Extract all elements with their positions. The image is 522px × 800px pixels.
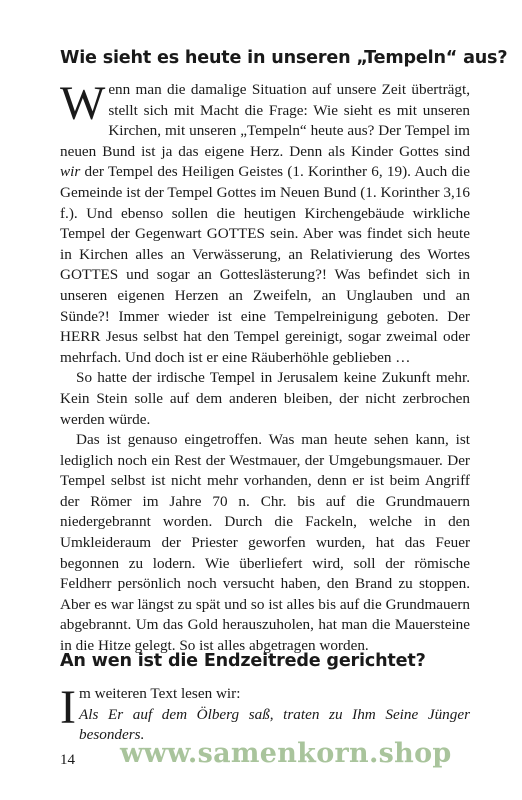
- paragraph-3: Das ist genauso eingetroffen. Was man heute sehen kann, ist lediglich noch ein Rest der Westmauer, der Umgebungsmauer. Der Tempel selbst ist nicht mehr vorhanden, denn er ist beim Angriff der Römer im Jahre 70 n. Chr. bis auf die Grundmauern niedergebrannt worden. Durch die Fackeln, welche in den Umkleideraum der Priester geworfen wurden, hat das Feuer begonnen zu lodern. Wie überliefert wird, soll der römische Feldherr persönlich noch versucht haben, den Brand zu stoppen. Aber es war längst zu spät und so ist alles bis auf die Grundmauern abgebrannt. Um das Gold herauszuholen, hat man die Mauersteine in die Hitze gelegt. So ist alles abgetragen worden.: [60, 431, 470, 655]
- bible-quote: Als Er auf dem Ölberg saß, traten zu Ihm Seine Jünger besonders.: [78, 705, 470, 744]
- section-body-endzeitrede: [60, 681, 470, 746]
- watermark: www.samenkorn.shop: [120, 738, 452, 769]
- paragraph-2: So hatte der irdische Tempel in Jerusalem keine Zukunft mehr. Kein Stein solle auf dem anderen bleiben, der nicht zerbrochen werden würde.: [60, 369, 470, 428]
- paragraph-1-text-end: der Tempel des Heiligen Geistes (1. Korinther 6, 19). Auch die Gemeinde ist der Tempel Gottes im Neuen Bund (1. Korinther 3,16 f.). Und ebenso sollen die heutigen Kirchengebäude wirkliche Tempel der Gegenwart GOTTES sein. Aber was findet sich heute in Kirchen alles an Verwässerung, an Relativierung des Wortes GOTTES und sogar an Gotteslästerung?! Was befindet sich in unseren eigenen Herzen an Zweifeln, an Unglauben und an Sünde?! Immer wieder ist eine Tempelreinigung geboten. Der HERR Jesus selbst hat den Tempel gereinigt, sogar zweimal oder mehrfach. Und doch ist er eine Räuberhöhle geblieben …: [60, 163, 470, 366]
- emphasis-wir: wir: [60, 163, 81, 181]
- page: [60, 0, 508, 800]
- drop-cap: I: [60, 681, 76, 734]
- section-body-tempeln: [60, 77, 470, 657]
- paragraph-intro: [60, 681, 470, 746]
- intro-text: m weiteren Text lesen wir:: [78, 685, 241, 702]
- section-heading-tempeln: Wie sieht es heute in unseren „Tempeln“ aus?: [60, 48, 508, 68]
- paragraph-1-text: enn man die damalige Situation auf unsere Zeit überträgt, stellt sich mit Macht die Frage: Wie sieht es mit unseren Kirchen, mit unseren „Tempeln“ heute aus? Der Tempel im neuen Bund ist ja das eigene Herz. Denn als Kinder Gottes sind: [60, 81, 470, 160]
- paragraph-1: [60, 77, 470, 368]
- section-heading-endzeitrede: An wen ist die Endzeitrede gerichtet?: [60, 651, 426, 671]
- page-number: 14: [60, 752, 75, 768]
- drop-cap: W: [60, 77, 106, 130]
